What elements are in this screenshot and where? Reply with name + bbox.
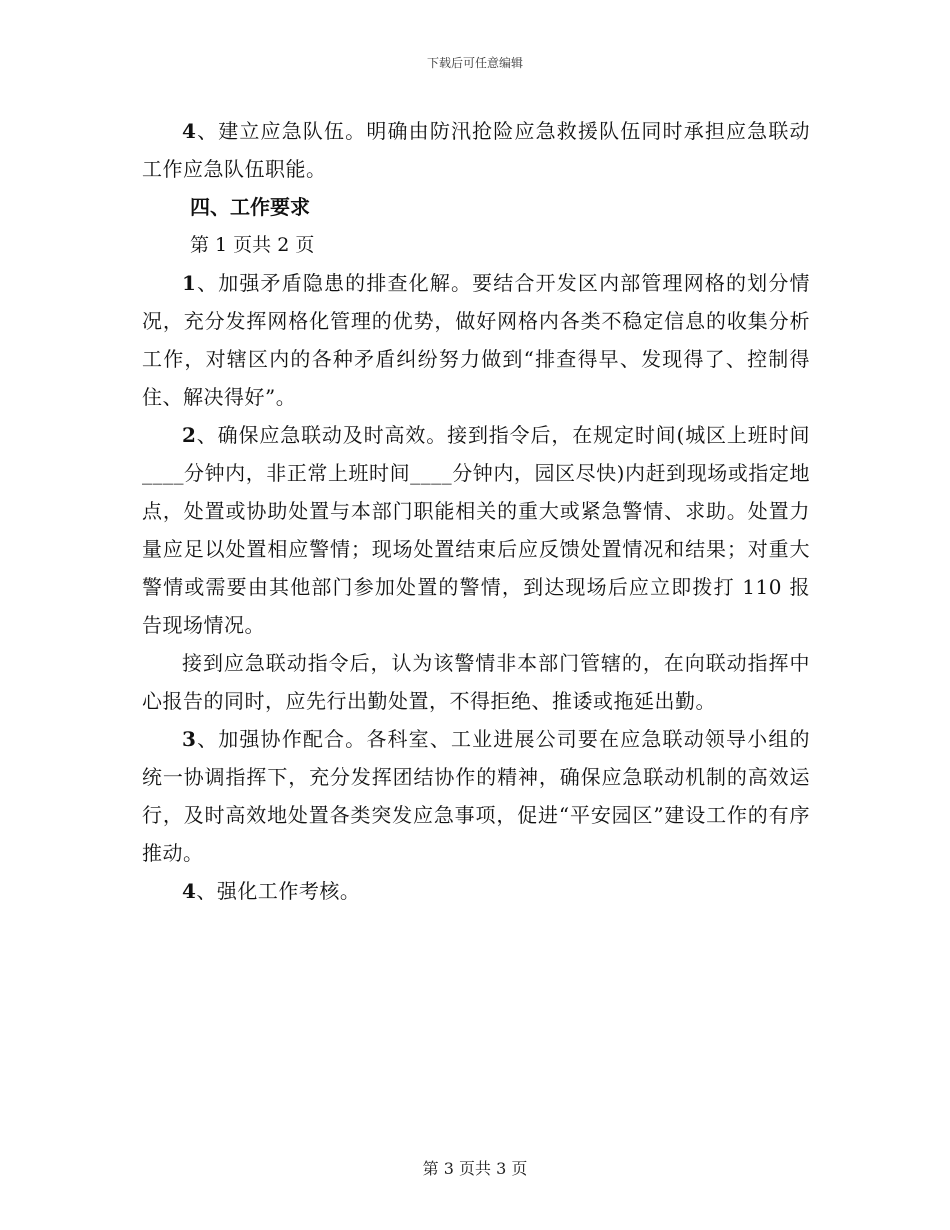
inline-page-note: 第 1 页共 2 页 (190, 234, 315, 256)
paragraph-emergency-team (142, 112, 810, 188)
paragraph-conflict-screening (142, 264, 810, 416)
paragraph-emergency-response (142, 416, 810, 644)
item-number: 3 (182, 727, 197, 751)
paragraph-text: 、确保应急联动及时高效。接到指令后，在规定时间(城区上班时间____分钟内，非正常上班时间____分钟内，园区尽快)内赶到现场或指定地点，处置或协助处置与本部门职能相关的重大或紧急警情、求助。处置力量应足以处置相应警情；现场处置结束后应反馈处置情况和结果；对重大警情或需要由其他部门参加处置的警情，到达现场后应立即拨打 110 报告现场情况。 (142, 423, 810, 637)
paragraph-cooperation (142, 720, 810, 872)
paragraph-text: 、强化工作考核。 (196, 879, 361, 903)
item-number: 4 (182, 879, 197, 903)
document-body (142, 112, 810, 910)
item-number: 4 (182, 119, 197, 143)
paragraph-text: 接到应急联动指令后，认为该警情非本部门管辖的，在向联动指挥中心报告的同时，应先行出勤处置，不得拒绝、推诿或拖延出勤。 (142, 651, 810, 713)
paragraph-text: 、建立应急队伍。明确由防汛抢险应急救援队伍同时承担应急联动工作应急队伍职能。 (142, 119, 810, 181)
paragraph-dispatch-handling (142, 644, 810, 720)
paragraph-text: 、加强矛盾隐患的排查化解。要结合开发区内部管理网格的划分情况，充分发挥网格化管理的优势，做好网格内各类不稳定信息的收集分析工作，对辖区内的各种矛盾纠纷努力做到“排查得早、发现得了、控制得住、解决得好”。 (142, 271, 810, 409)
paragraph-assessment (142, 872, 810, 910)
section-heading-work-requirements: 四、工作要求 (190, 195, 310, 219)
page-header-note: 下载后可任意编辑 (426, 56, 523, 70)
page-footer-number: 第 3 页共 3 页 (422, 1159, 528, 1178)
item-number: 1 (182, 271, 197, 295)
item-number: 2 (182, 423, 197, 447)
paragraph-text: 、加强协作配合。各科室、工业进展公司要在应急联动领导小组的统一协调指挥下，充分发挥团结协作的精神，确保应急联动机制的高效运行，及时高效地处置各类突发应急事项，促进“平安园区”建设工作的有序推动。 (142, 727, 810, 865)
